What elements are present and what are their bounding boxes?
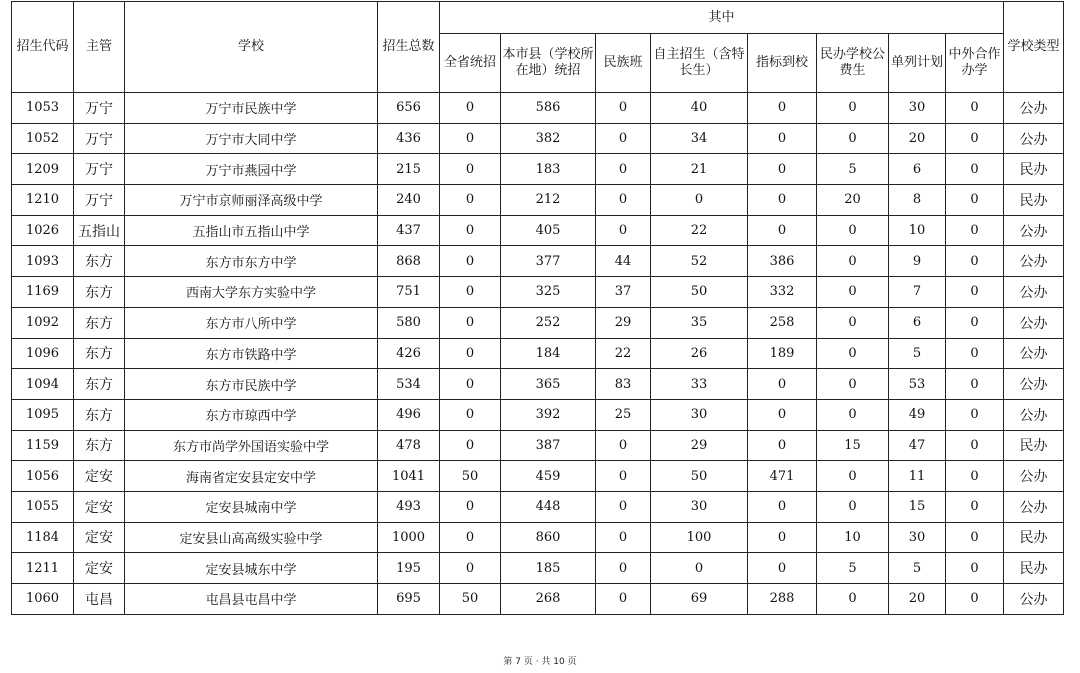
cell-value: 0 [596, 553, 651, 584]
cell-total: 534 [378, 369, 440, 400]
cell-value: 0 [596, 123, 651, 154]
cell-value: 6 [889, 154, 946, 185]
cell-value: 100 [651, 522, 748, 553]
cell-value: 325 [501, 277, 596, 308]
cell-supervisor: 东方 [74, 369, 125, 400]
cell-code: 1026 [12, 215, 74, 246]
table-row [12, 491, 1064, 522]
cell-value: 29 [651, 430, 748, 461]
table-row [12, 93, 1064, 124]
cell-value: 83 [596, 369, 651, 400]
cell-value: 860 [501, 522, 596, 553]
cell-total: 868 [378, 246, 440, 277]
cell-code: 1052 [12, 123, 74, 154]
cell-value: 0 [748, 430, 817, 461]
cell-school: 东方市东方中学 [125, 246, 378, 277]
cell-value: 0 [440, 491, 501, 522]
cell-value: 0 [748, 185, 817, 216]
cell-value: 0 [440, 369, 501, 400]
cell-type: 公办 [1004, 123, 1064, 154]
cell-type: 公办 [1004, 246, 1064, 277]
cell-code: 1094 [12, 369, 74, 400]
cell-value: 184 [501, 338, 596, 369]
cell-value: 268 [501, 584, 596, 615]
header-type: 学校类型 [1004, 2, 1064, 93]
cell-supervisor: 定安 [74, 522, 125, 553]
table-row [12, 430, 1064, 461]
header-code: 招生代码 [12, 2, 74, 93]
cell-value: 25 [596, 399, 651, 430]
cell-value: 0 [946, 522, 1004, 553]
cell-value: 189 [748, 338, 817, 369]
cell-value: 20 [889, 123, 946, 154]
cell-value: 50 [440, 584, 501, 615]
table-row [12, 215, 1064, 246]
cell-value: 365 [501, 369, 596, 400]
cell-code: 1060 [12, 584, 74, 615]
cell-value: 22 [596, 338, 651, 369]
table-row [12, 277, 1064, 308]
cell-type: 民办 [1004, 553, 1064, 584]
cell-value: 9 [889, 246, 946, 277]
cell-value: 29 [596, 307, 651, 338]
cell-school: 万宁市民族中学 [125, 93, 378, 124]
cell-value: 0 [748, 399, 817, 430]
cell-type: 公办 [1004, 93, 1064, 124]
cell-total: 580 [378, 307, 440, 338]
cell-value: 0 [817, 123, 889, 154]
cell-value: 0 [440, 154, 501, 185]
cell-supervisor: 万宁 [74, 93, 125, 124]
cell-value: 5 [817, 154, 889, 185]
cell-type: 公办 [1004, 338, 1064, 369]
cell-value: 185 [501, 553, 596, 584]
cell-type: 公办 [1004, 215, 1064, 246]
cell-value: 0 [440, 430, 501, 461]
page-footer: 第 7 页 · 共 10 页 [503, 657, 577, 667]
cell-value: 382 [501, 123, 596, 154]
cell-total: 656 [378, 93, 440, 124]
cell-supervisor: 五指山 [74, 215, 125, 246]
cell-value: 0 [946, 277, 1004, 308]
cell-value: 0 [748, 123, 817, 154]
cell-supervisor: 东方 [74, 338, 125, 369]
cell-code: 1092 [12, 307, 74, 338]
cell-school: 海南省定安县定安中学 [125, 461, 378, 492]
cell-value: 49 [889, 399, 946, 430]
cell-code: 1184 [12, 522, 74, 553]
table-row [12, 553, 1064, 584]
cell-type: 公办 [1004, 491, 1064, 522]
cell-supervisor: 东方 [74, 430, 125, 461]
header-school: 学校 [125, 2, 378, 93]
cell-school: 五指山市五指山中学 [125, 215, 378, 246]
cell-value: 288 [748, 584, 817, 615]
table-row [12, 369, 1064, 400]
cell-value: 0 [946, 246, 1004, 277]
cell-value: 0 [440, 338, 501, 369]
header-row-top [12, 2, 1064, 34]
cell-value: 212 [501, 185, 596, 216]
cell-total: 478 [378, 430, 440, 461]
cell-value: 0 [440, 399, 501, 430]
cell-value: 0 [946, 154, 1004, 185]
cell-value: 21 [651, 154, 748, 185]
cell-value: 20 [889, 584, 946, 615]
cell-value: 30 [889, 522, 946, 553]
cell-value: 30 [651, 491, 748, 522]
cell-type: 民办 [1004, 522, 1064, 553]
cell-value: 0 [817, 307, 889, 338]
cell-value: 10 [817, 522, 889, 553]
table-row [12, 399, 1064, 430]
cell-type: 民办 [1004, 185, 1064, 216]
cell-value: 0 [596, 461, 651, 492]
cell-code: 1055 [12, 491, 74, 522]
cell-total: 751 [378, 277, 440, 308]
cell-value: 0 [946, 215, 1004, 246]
header-separate-plan: 单列计划 [889, 34, 946, 93]
cell-type: 民办 [1004, 430, 1064, 461]
cell-value: 0 [596, 584, 651, 615]
cell-school: 万宁市大同中学 [125, 123, 378, 154]
cell-value: 405 [501, 215, 596, 246]
cell-value: 387 [501, 430, 596, 461]
cell-value: 332 [748, 277, 817, 308]
cell-value: 0 [817, 277, 889, 308]
cell-code: 1096 [12, 338, 74, 369]
cell-value: 258 [748, 307, 817, 338]
header-ethnic-class: 民族班 [596, 34, 651, 93]
cell-value: 44 [596, 246, 651, 277]
cell-value: 0 [440, 246, 501, 277]
cell-value: 0 [596, 93, 651, 124]
cell-value: 8 [889, 185, 946, 216]
cell-value: 5 [817, 553, 889, 584]
cell-value: 0 [748, 553, 817, 584]
cell-value: 0 [946, 338, 1004, 369]
cell-total: 195 [378, 553, 440, 584]
cell-value: 0 [817, 93, 889, 124]
cell-value: 0 [817, 246, 889, 277]
cell-value: 459 [501, 461, 596, 492]
cell-value: 5 [889, 553, 946, 584]
cell-value: 40 [651, 93, 748, 124]
cell-value: 11 [889, 461, 946, 492]
cell-value: 448 [501, 491, 596, 522]
cell-type: 公办 [1004, 369, 1064, 400]
cell-total: 496 [378, 399, 440, 430]
cell-school: 定安县城南中学 [125, 491, 378, 522]
cell-value: 20 [817, 185, 889, 216]
cell-value: 0 [440, 553, 501, 584]
cell-value: 0 [946, 584, 1004, 615]
header-quota-to-school: 指标到校 [748, 34, 817, 93]
cell-value: 52 [651, 246, 748, 277]
cell-value: 22 [651, 215, 748, 246]
cell-value: 0 [817, 491, 889, 522]
cell-value: 0 [596, 215, 651, 246]
cell-type: 民办 [1004, 154, 1064, 185]
cell-total: 436 [378, 123, 440, 154]
cell-value: 0 [817, 461, 889, 492]
cell-value: 0 [748, 215, 817, 246]
cell-value: 0 [946, 430, 1004, 461]
cell-value: 47 [889, 430, 946, 461]
cell-value: 0 [596, 430, 651, 461]
cell-value: 0 [817, 338, 889, 369]
cell-value: 35 [651, 307, 748, 338]
header-group: 其中 [440, 2, 1004, 34]
cell-value: 252 [501, 307, 596, 338]
cell-code: 1210 [12, 185, 74, 216]
cell-supervisor: 东方 [74, 399, 125, 430]
header-local-unified: 本市县（学校所在地）统招 [501, 34, 596, 93]
cell-value: 0 [946, 185, 1004, 216]
cell-value: 10 [889, 215, 946, 246]
cell-school: 定安县城东中学 [125, 553, 378, 584]
cell-total: 493 [378, 491, 440, 522]
cell-value: 0 [440, 522, 501, 553]
header-independent-enrollment: 自主招生（含特长生） [651, 34, 748, 93]
table-row [12, 246, 1064, 277]
cell-value: 0 [596, 154, 651, 185]
cell-value: 0 [817, 215, 889, 246]
cell-supervisor: 屯昌 [74, 584, 125, 615]
cell-supervisor: 万宁 [74, 185, 125, 216]
cell-school: 东方市铁路中学 [125, 338, 378, 369]
cell-value: 0 [440, 123, 501, 154]
cell-value: 0 [748, 491, 817, 522]
header-sino-foreign: 中外合作办学 [946, 34, 1004, 93]
table-row [12, 307, 1064, 338]
cell-supervisor: 东方 [74, 246, 125, 277]
cell-value: 392 [501, 399, 596, 430]
cell-value: 0 [946, 399, 1004, 430]
cell-value: 0 [748, 93, 817, 124]
table-row [12, 185, 1064, 216]
cell-type: 公办 [1004, 277, 1064, 308]
cell-code: 1211 [12, 553, 74, 584]
cell-school: 万宁市燕园中学 [125, 154, 378, 185]
cell-value: 0 [946, 307, 1004, 338]
cell-value: 53 [889, 369, 946, 400]
table-row [12, 338, 1064, 369]
cell-value: 0 [817, 399, 889, 430]
cell-value: 0 [596, 491, 651, 522]
cell-value: 34 [651, 123, 748, 154]
header-total: 招生总数 [378, 2, 440, 93]
cell-value: 0 [596, 522, 651, 553]
header-private-public-funded: 民办学校公费生 [817, 34, 889, 93]
cell-value: 30 [889, 93, 946, 124]
cell-code: 1056 [12, 461, 74, 492]
cell-value: 0 [596, 185, 651, 216]
cell-school: 定安县山高高级实验中学 [125, 522, 378, 553]
cell-supervisor: 定安 [74, 553, 125, 584]
cell-value: 0 [946, 553, 1004, 584]
cell-value: 0 [748, 369, 817, 400]
cell-type: 公办 [1004, 307, 1064, 338]
cell-value: 26 [651, 338, 748, 369]
table-row [12, 154, 1064, 185]
cell-code: 1169 [12, 277, 74, 308]
table-row [12, 461, 1064, 492]
cell-value: 33 [651, 369, 748, 400]
cell-value: 0 [651, 185, 748, 216]
cell-code: 1159 [12, 430, 74, 461]
cell-supervisor: 东方 [74, 307, 125, 338]
cell-value: 0 [440, 93, 501, 124]
enrollment-table [11, 1, 1064, 615]
cell-value: 0 [946, 93, 1004, 124]
cell-supervisor: 定安 [74, 491, 125, 522]
cell-supervisor: 东方 [74, 277, 125, 308]
cell-supervisor: 定安 [74, 461, 125, 492]
cell-value: 0 [946, 461, 1004, 492]
cell-value: 5 [889, 338, 946, 369]
cell-value: 50 [651, 277, 748, 308]
cell-value: 0 [440, 215, 501, 246]
cell-supervisor: 万宁 [74, 123, 125, 154]
header-province-unified: 全省统招 [440, 34, 501, 93]
cell-value: 30 [651, 399, 748, 430]
cell-value: 15 [889, 491, 946, 522]
cell-school: 东方市琼西中学 [125, 399, 378, 430]
cell-total: 1000 [378, 522, 440, 553]
cell-value: 386 [748, 246, 817, 277]
cell-school: 西南大学东方实验中学 [125, 277, 378, 308]
cell-value: 0 [748, 154, 817, 185]
cell-school: 屯昌县屯昌中学 [125, 584, 378, 615]
header-supervisor: 主管 [74, 2, 125, 93]
cell-school: 东方市八所中学 [125, 307, 378, 338]
cell-supervisor: 万宁 [74, 154, 125, 185]
cell-value: 586 [501, 93, 596, 124]
table-row [12, 584, 1064, 615]
cell-total: 1041 [378, 461, 440, 492]
cell-code: 1209 [12, 154, 74, 185]
cell-value: 0 [946, 491, 1004, 522]
cell-type: 公办 [1004, 584, 1064, 615]
cell-value: 0 [946, 123, 1004, 154]
cell-school: 万宁市京师丽泽高级中学 [125, 185, 378, 216]
cell-total: 240 [378, 185, 440, 216]
cell-value: 0 [440, 307, 501, 338]
cell-value: 0 [748, 522, 817, 553]
cell-value: 50 [651, 461, 748, 492]
cell-value: 377 [501, 246, 596, 277]
cell-total: 426 [378, 338, 440, 369]
cell-value: 0 [946, 369, 1004, 400]
cell-code: 1095 [12, 399, 74, 430]
cell-value: 0 [651, 553, 748, 584]
cell-type: 公办 [1004, 461, 1064, 492]
cell-type: 公办 [1004, 399, 1064, 430]
cell-value: 0 [817, 584, 889, 615]
cell-total: 437 [378, 215, 440, 246]
table-row [12, 522, 1064, 553]
cell-value: 0 [440, 185, 501, 216]
cell-total: 215 [378, 154, 440, 185]
cell-value: 6 [889, 307, 946, 338]
cell-total: 695 [378, 584, 440, 615]
cell-code: 1053 [12, 93, 74, 124]
cell-value: 15 [817, 430, 889, 461]
cell-code: 1093 [12, 246, 74, 277]
cell-value: 0 [817, 369, 889, 400]
cell-value: 471 [748, 461, 817, 492]
cell-school: 东方市尚学外国语实验中学 [125, 430, 378, 461]
cell-value: 50 [440, 461, 501, 492]
cell-value: 37 [596, 277, 651, 308]
cell-value: 0 [440, 277, 501, 308]
table-row [12, 123, 1064, 154]
cell-value: 183 [501, 154, 596, 185]
cell-value: 7 [889, 277, 946, 308]
cell-value: 69 [651, 584, 748, 615]
cell-school: 东方市民族中学 [125, 369, 378, 400]
